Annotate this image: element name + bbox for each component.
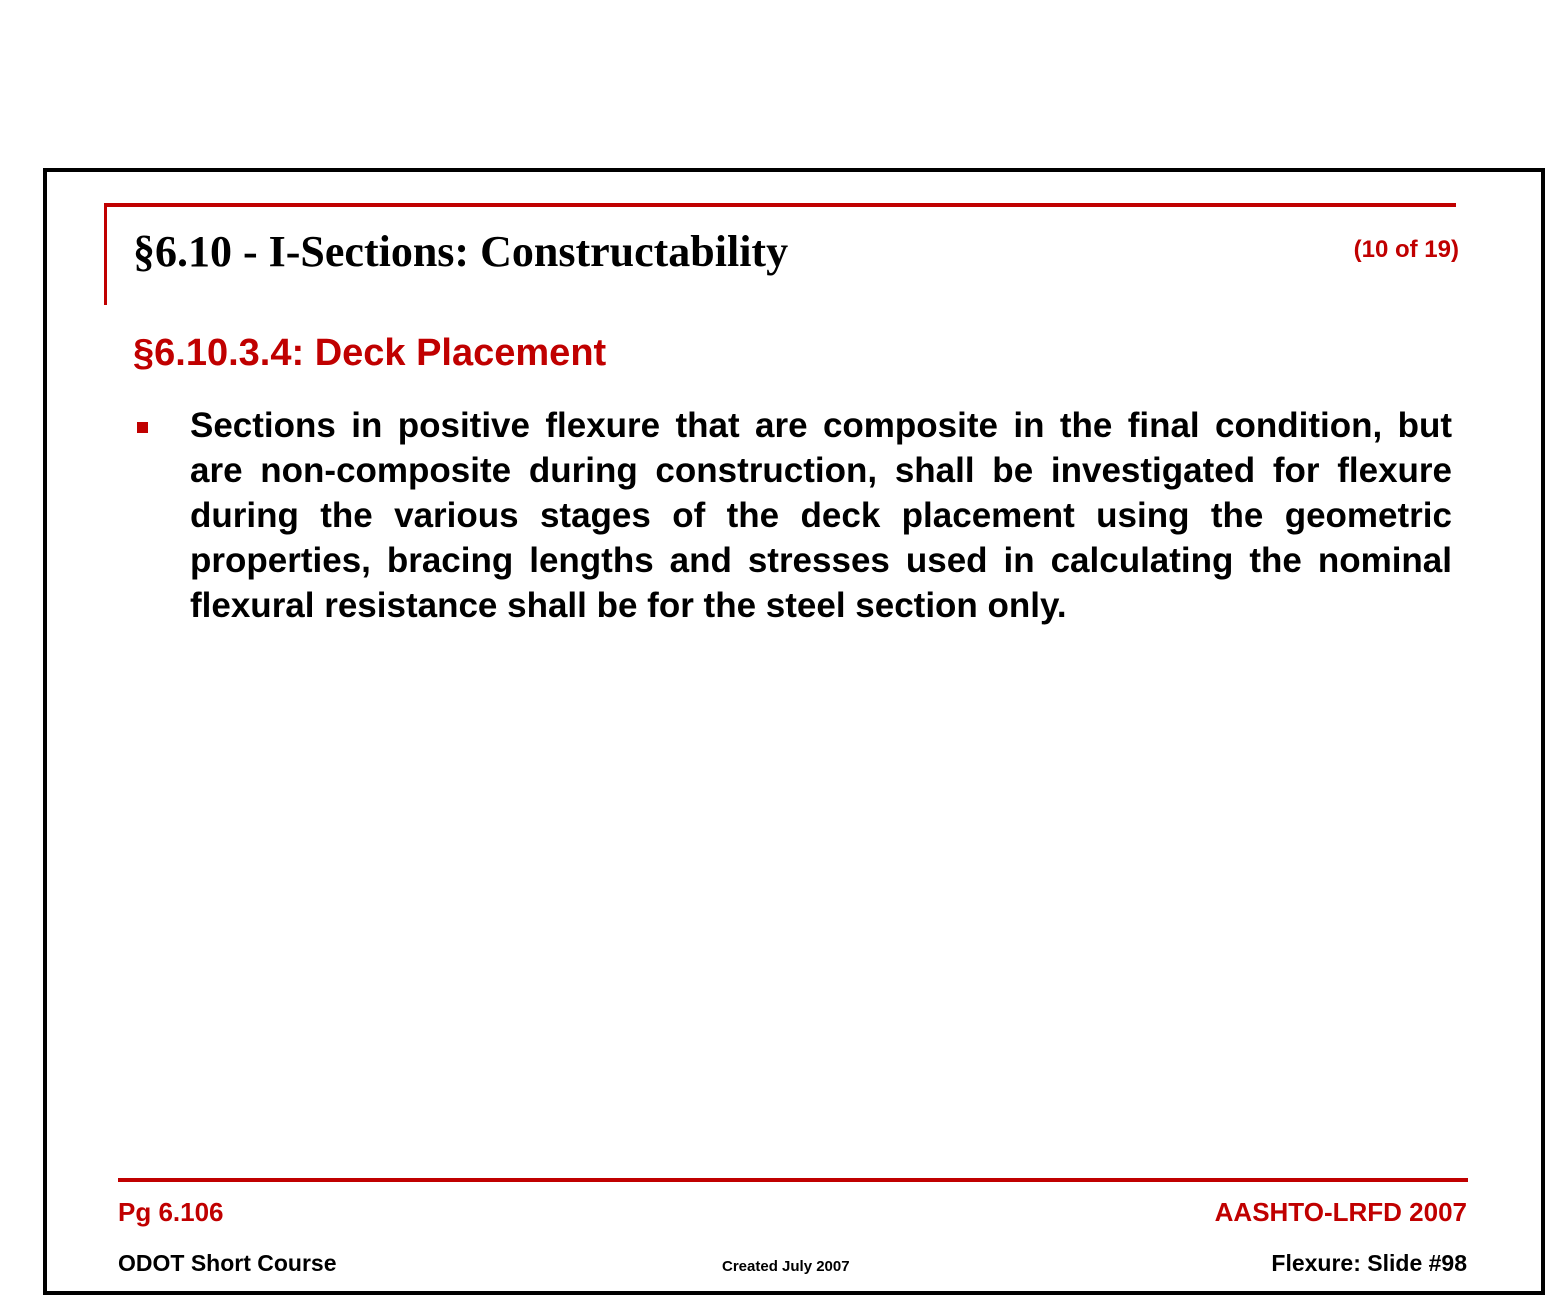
footer-page-number: Pg 6.106 [118, 1197, 224, 1227]
header-rule [104, 203, 1456, 207]
footer-standard: AASHTO-LRFD 2007 [1214, 1197, 1467, 1227]
header-rule-left [104, 203, 107, 305]
slide-title: §6.10 - I-Sections: Constructability [133, 227, 789, 276]
bullet-square-icon [137, 422, 148, 433]
footer-rule [118, 1178, 1468, 1182]
section-heading: §6.10.3.4: Deck Placement [133, 332, 607, 374]
footer-slide-number: Flexure: Slide #98 [1271, 1250, 1467, 1276]
bullet-text: Sections in positive flexure that are composite in the final condition, but are non-composite during construction, shall be investigated for flexure during the various stages of the deck placement using the geometric properties, bracing lengths and stresses used in calculating the nominal flexural resistance shall be for the steel section only. [190, 406, 1452, 625]
footer-course: ODOT Short Course [118, 1250, 337, 1276]
footer-created-date: Created July 2007 [722, 1258, 850, 1275]
slide-counter: (10 of 19) [1353, 236, 1459, 263]
